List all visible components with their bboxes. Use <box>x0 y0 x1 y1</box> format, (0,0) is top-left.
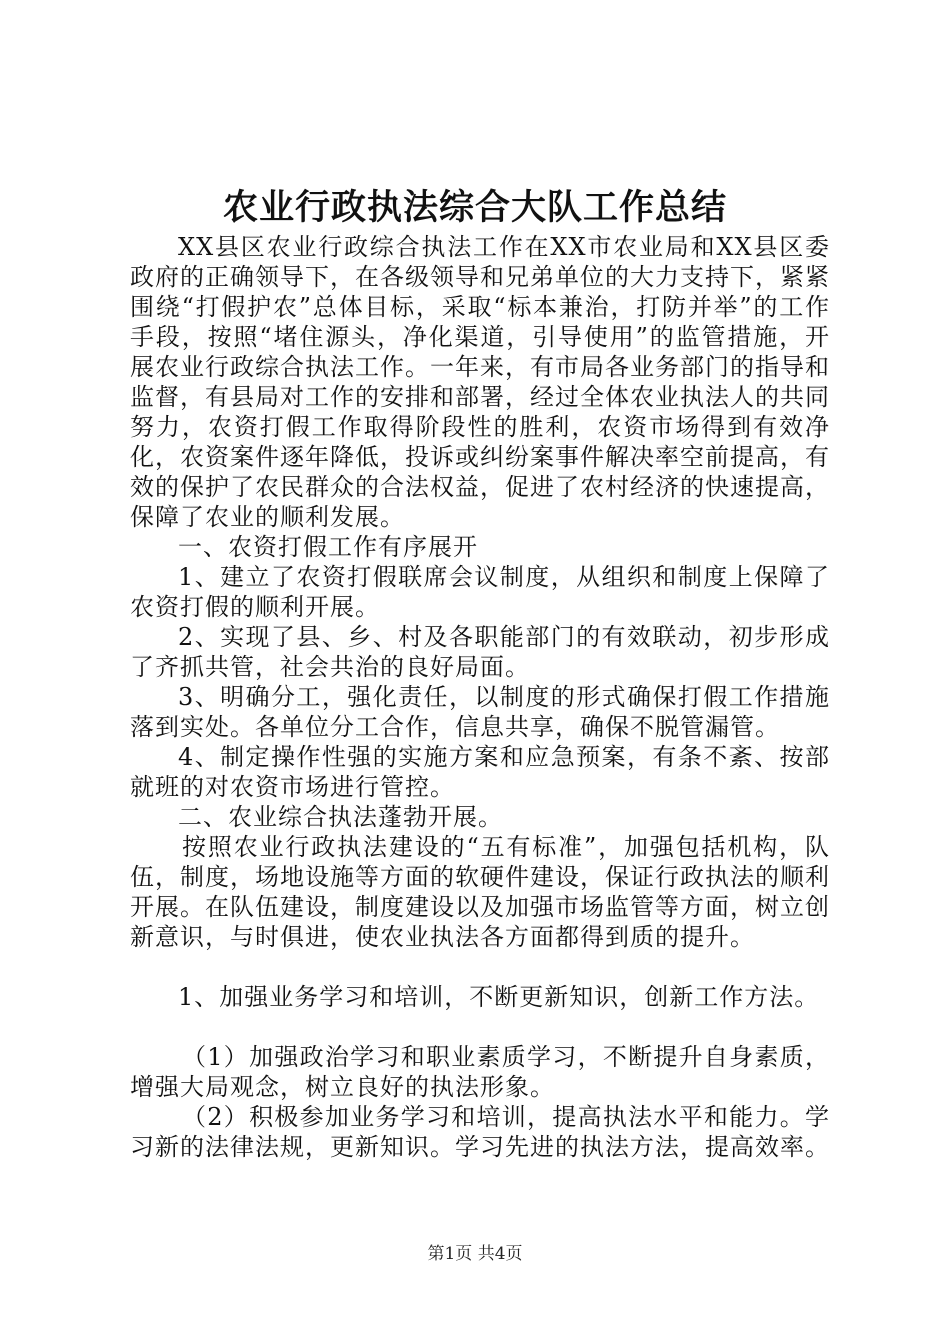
heading-section-2: 二、农业综合执法蓬勃开展。 <box>178 803 503 831</box>
paragraph-item-3: 3、明确分工，强化责任，以制度的形式确保打假工作措施落到实处。各单位分工合作，信息共享，确保不脱管漏管。 <box>130 683 830 741</box>
document-title: 农业行政执法综合大队工作总结 <box>222 187 727 228</box>
paragraph-item-1: 1、建立了农资打假联席会议制度，从组织和制度上保障了农资打假的顺利开展。 <box>130 563 830 621</box>
paragraph-intro: XX县区农业行政综合执法工作在XX市农业局和XX县区委政府的正确领导下，在各级领导和兄弟单位的大力支持下，紧紧围绕“打假护农”总体目标，采取“标本兼治，打防并举”的工作手段，按照“堵住源头，净化渠道，引导使用”的监管措施，开展农业行政综合执法工作。一年来，有市局各业务部门的指导和监督，有县局对工作的安排和部署，经过全体农业执法人的共同努力，农资打假工作取得阶段性的胜利，农资市场得到有效净化，农资案件逐年降低，投诉或纠纷案事件解决率空前提高，有效的保护了农民群众的合法权益，促进了农村经济的快速提高，保障了农业的顺利发展。 <box>130 233 830 531</box>
page-number-footer: 第1页 共4页 <box>427 1244 523 1264</box>
paragraph-item-4: 4、制定操作性强的实施方案和应急预案，有条不紊、按部就班的对农资市场进行管控。 <box>130 743 830 801</box>
paragraph-item-2: 2、实现了县、乡、村及各职能部门的有效联动，初步形成了齐抓共管，社会共治的良好局面。 <box>130 623 830 681</box>
paragraph-section-2-intro: 按照农业行政执法建设的“五有标准”，加强包括机构，队伍，制度，场地设施等方面的软硬件建设，保证行政执法的顺利开展。在队伍建设，制度建设以及加强市场监管等方面，树立创新意识，与时俱进，使农业执法各方面都得到质的提升。 <box>130 833 830 951</box>
paragraph-subsection-1: 1、加强业务学习和培训，不断更新知识，创新工作方法。 <box>178 983 820 1011</box>
document-body <box>130 232 830 1162</box>
heading-section-1: 一、农资打假工作有序展开 <box>178 533 478 561</box>
paragraph-point-1: （1）加强政治学习和职业素质学习，不断提升自身素质，增强大局观念，树立良好的执法形象。 <box>130 1043 830 1101</box>
paragraph-point-2: （2）积极参加业务学习和培训，提高执法水平和能力。学习新的法律法规，更新知识。学习先进的执法方法，提高效率。 <box>130 1103 830 1161</box>
